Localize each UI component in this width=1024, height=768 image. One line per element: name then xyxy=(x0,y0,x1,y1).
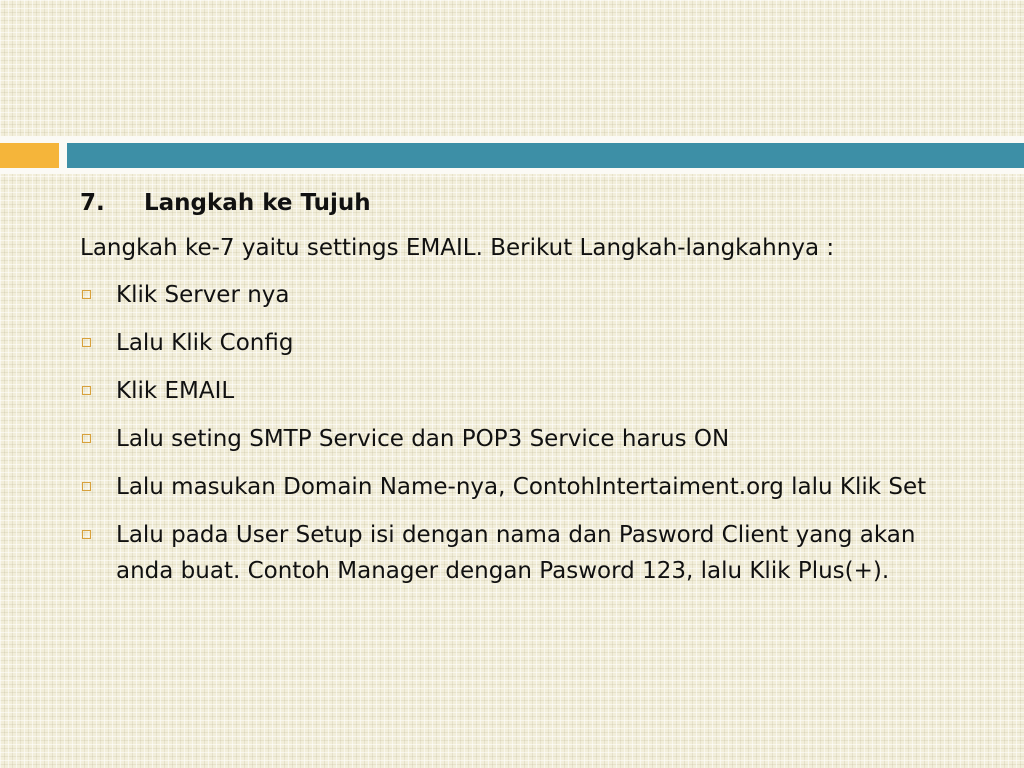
accent-bar-orange xyxy=(0,143,59,168)
list-item xyxy=(80,421,980,457)
step-number: 7. xyxy=(80,190,105,216)
list-item-text: Klik Server nya xyxy=(116,282,290,308)
list-item xyxy=(80,277,980,313)
square-bullet-icon xyxy=(82,386,91,395)
list-item-text: Lalu seting SMTP Service dan POP3 Service harus ON xyxy=(116,426,730,452)
list-item xyxy=(80,373,980,409)
square-bullet-icon xyxy=(82,290,91,299)
list-item xyxy=(80,469,980,505)
list-item-text: Lalu pada User Setup isi dengan nama dan Pasword Client yang akan anda buat. Contoh Manager dengan Pasword 123, lalu Klik Plus(+). xyxy=(116,522,916,584)
square-bullet-icon xyxy=(82,530,91,539)
step-heading xyxy=(80,186,980,220)
intro-text: Langkah ke-7 yaitu settings EMAIL. Berikut Langkah-langkahnya : xyxy=(80,235,835,261)
square-bullet-icon xyxy=(82,482,91,491)
step-title: Langkah ke Tujuh xyxy=(144,190,371,216)
square-bullet-icon xyxy=(82,434,91,443)
list-item xyxy=(80,517,980,589)
slide-content xyxy=(80,186,980,601)
list-item xyxy=(80,325,980,361)
list-item-text: Lalu Klik Config xyxy=(116,330,294,356)
steps-list xyxy=(80,277,980,589)
list-item-text: Lalu masukan Domain Name-nya, ContohIntertaiment.org lalu Klik Set xyxy=(116,474,927,500)
square-bullet-icon xyxy=(82,338,91,347)
accent-bar-teal xyxy=(67,143,1024,168)
list-item-text: Klik EMAIL xyxy=(116,378,235,404)
